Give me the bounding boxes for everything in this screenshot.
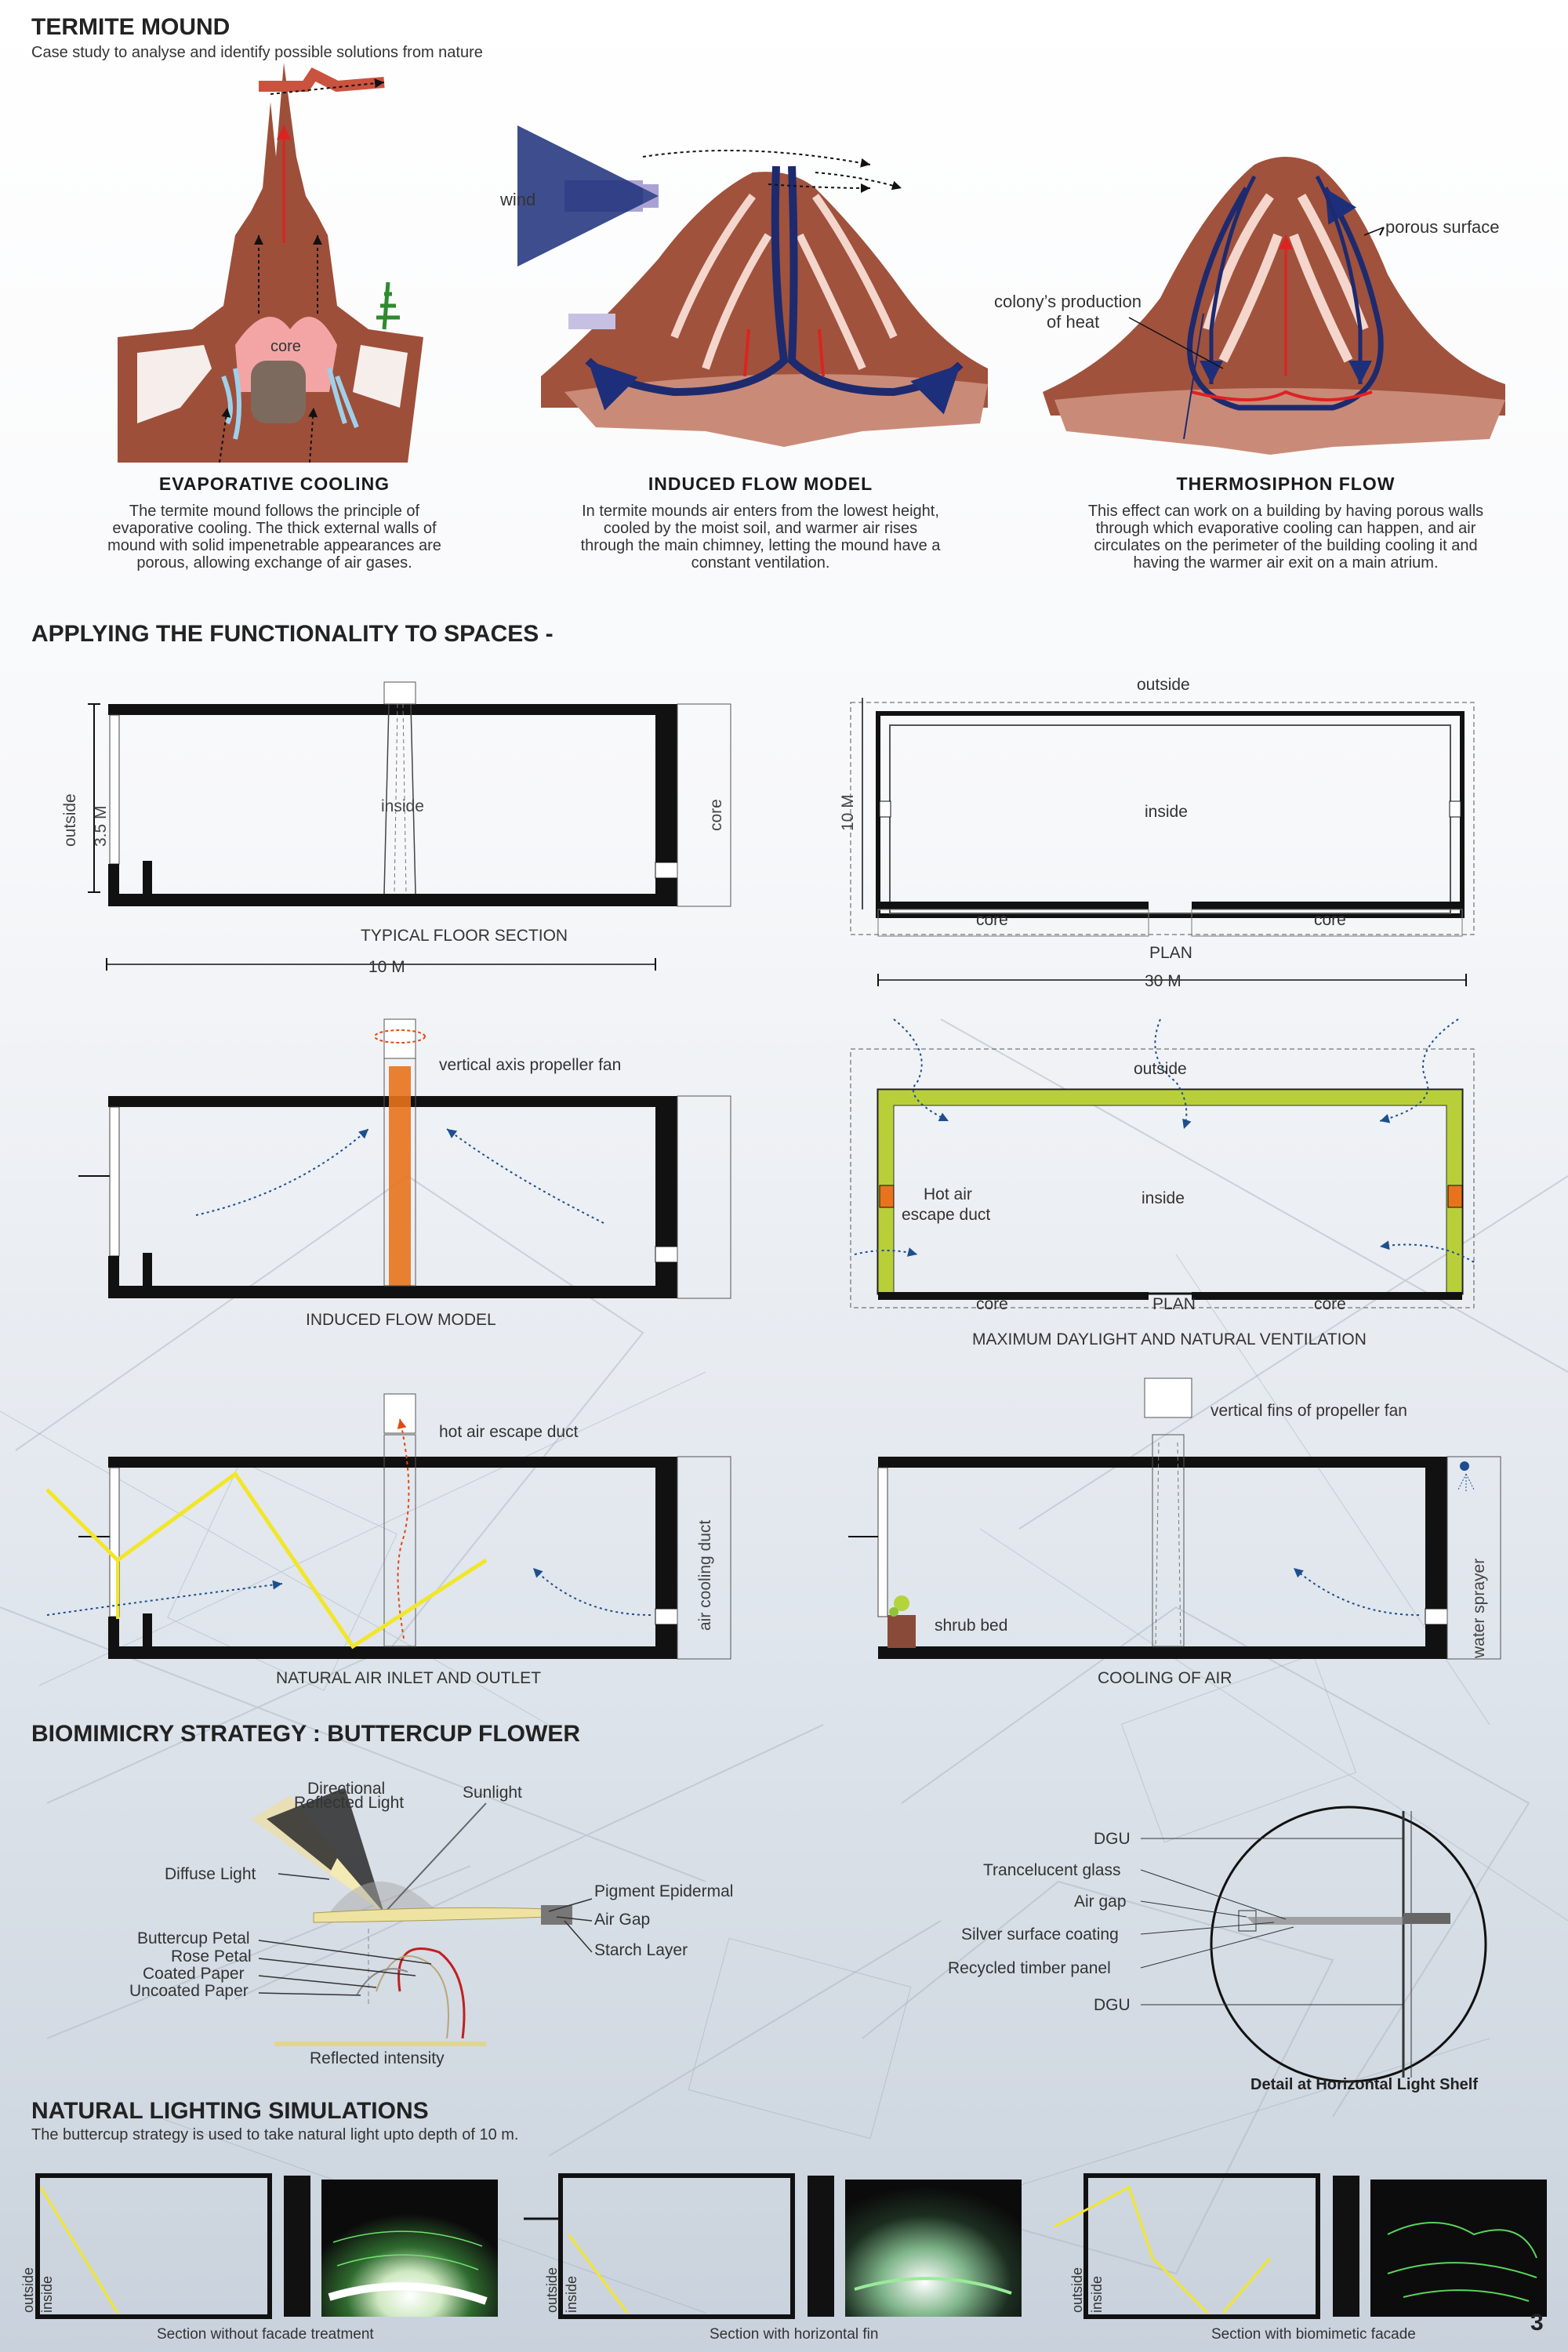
wind-label: wind xyxy=(500,190,536,209)
vertical-fins-label: vertical fins of propeller fan xyxy=(1210,1402,1407,1420)
detail-label-silver: Silver surface coating xyxy=(961,1926,1119,1944)
water-sprayer-label: water sprayer xyxy=(1470,1558,1488,1658)
simulation-biomimetic xyxy=(1054,2176,1547,2317)
lighting-title: NATURAL LIGHTING SIMULATIONS xyxy=(31,2098,429,2124)
panel-evaporative-title: EVAPORATIVE COOLING xyxy=(158,474,390,494)
dim-10m: 10 M xyxy=(368,958,405,976)
plan-core-left: core xyxy=(976,911,1008,929)
air-cooling-duct-label: air cooling duct xyxy=(696,1519,714,1631)
plan-inside-label: inside xyxy=(1145,803,1188,821)
porous-label: porous surface xyxy=(1385,217,1500,237)
induced-section-title: INDUCED FLOW MODEL xyxy=(306,1311,496,1329)
sunlight-label: Sunlight xyxy=(463,1784,522,1802)
page-number: 3 xyxy=(1530,2310,1544,2336)
daylight-section-title: MAXIMUM DAYLIGHT AND NATURAL VENTILATION xyxy=(972,1330,1367,1348)
sim2-outside: outside xyxy=(544,2267,560,2313)
daylight-plan-label: PLAN xyxy=(1152,1295,1196,1313)
plan-outside-label: outside xyxy=(1137,676,1190,694)
section-core-label: core xyxy=(707,799,725,831)
detail-label-dgu-top: DGU xyxy=(1094,1830,1131,1848)
sim1-outside: outside xyxy=(20,2267,36,2313)
sim3-caption: Section with biomimetic facade xyxy=(1211,2326,1416,2343)
heat-label-2: of heat xyxy=(1047,312,1100,332)
hot-air-label-2: escape duct xyxy=(902,1206,991,1224)
plan-core-right: core xyxy=(1314,911,1346,929)
detail-label-timber: Recycled timber panel xyxy=(948,1959,1111,1977)
air-gap-label: Air Gap xyxy=(594,1911,651,1929)
shrub-bed-label: shrub bed xyxy=(935,1617,1008,1635)
hot-air-escape-label: hot air escape duct xyxy=(439,1423,579,1441)
sim3-outside: outside xyxy=(1069,2267,1085,2313)
starch-label: Starch Layer xyxy=(594,1941,688,1959)
uncoated-paper-label: Uncoated Paper xyxy=(129,1982,249,2000)
directional-label-1: Directional xyxy=(307,1780,386,1798)
sim2-inside: inside xyxy=(564,2275,579,2313)
detail-label-airgap: Air gap xyxy=(1074,1893,1127,1911)
panel-evaporative-desc: The termite mound follows the principle of evaporative cooling. The thick external walls of mound with solid impenetrable appearances are porous, allowing exchange of air gases. xyxy=(107,503,441,572)
typical-section-title: TYPICAL FLOOR SECTION xyxy=(361,927,568,945)
cooling-title: COOLING OF AIR xyxy=(1098,1669,1232,1687)
lighting-subtitle: The buttercup strategy is used to take natural light upto depth of 10 m. xyxy=(31,2126,519,2143)
panel-induced-desc: In termite mounds air enters from the lowest height, cooled by the moist soil, and warmer air rises through the main chimney, letting the mound have a constant ventilation. xyxy=(580,503,941,572)
termite-subtitle: Case study to analyse and identify possible solutions from nature xyxy=(31,44,483,61)
heat-label-1: colony’s production xyxy=(994,292,1142,311)
plan-dim-30m: 30 M xyxy=(1145,972,1181,990)
detail-caption: Detail at Horizontal Light Shelf xyxy=(1250,2076,1479,2093)
daylight-inside-label: inside xyxy=(1142,1189,1185,1207)
sim2-caption: Section with horizontal fin xyxy=(710,2326,879,2343)
dim-3-5m: 3.5 M xyxy=(92,805,110,847)
coated-paper-label: Coated Paper xyxy=(143,1965,245,1983)
daylight-outside-label: outside xyxy=(1134,1060,1187,1078)
pigment-label: Pigment Epidermal xyxy=(594,1882,734,1900)
core-label: core xyxy=(270,338,301,355)
detail-label-dgu-bottom: DGU xyxy=(1094,1996,1131,2014)
buttercup-title: BIOMIMICRY STRATEGY : BUTTERCUP FLOWER xyxy=(31,1721,581,1747)
daylight-core-left: core xyxy=(976,1295,1008,1313)
termite-title: TERMITE MOUND xyxy=(31,14,230,40)
natural-air-title: NATURAL AIR INLET AND OUTLET xyxy=(276,1669,542,1687)
propeller-fan-label: vertical axis propeller fan xyxy=(439,1056,622,1074)
plan-label: PLAN xyxy=(1149,944,1192,962)
panel-induced-title: INDUCED FLOW MODEL xyxy=(648,474,873,494)
panel-thermosiphon-title: THERMOSIPHON FLOW xyxy=(1176,474,1396,494)
section-inside-label: inside xyxy=(381,797,424,815)
section-outside-label: outside xyxy=(61,793,79,847)
simulation-horizontal-fin xyxy=(524,2176,1022,2317)
sim3-inside: inside xyxy=(1089,2275,1105,2313)
buttercup-petal-label: Buttercup Petal xyxy=(137,1929,250,1947)
rose-petal-label: Rose Petal xyxy=(171,1947,252,1965)
diffuse-label: Diffuse Light xyxy=(165,1865,256,1883)
applying-title: APPLYING THE FUNCTIONALITY TO SPACES - xyxy=(31,621,554,647)
sim1-inside: inside xyxy=(39,2275,55,2313)
directional-label-2: Reflected Light xyxy=(294,1794,405,1812)
detail-label-glass: Trancelucent glass xyxy=(983,1861,1121,1879)
daylight-core-right: core xyxy=(1314,1295,1346,1313)
simulation-no-treatment xyxy=(38,2176,498,2317)
hot-air-label-1: Hot air xyxy=(924,1185,972,1203)
panel-thermosiphon-desc: This effect can work on a building by having porous walls through which evaporative cooling can happen, and air circulates on the perimeter of the building cooling it and having the warmer air exit on a main atrium. xyxy=(1087,503,1484,572)
plan-dim-10m: 10 M xyxy=(839,794,857,831)
reflected-intensity-label: Reflected intensity xyxy=(310,2049,445,2067)
sim1-caption: Section without facade treatment xyxy=(157,2326,374,2343)
